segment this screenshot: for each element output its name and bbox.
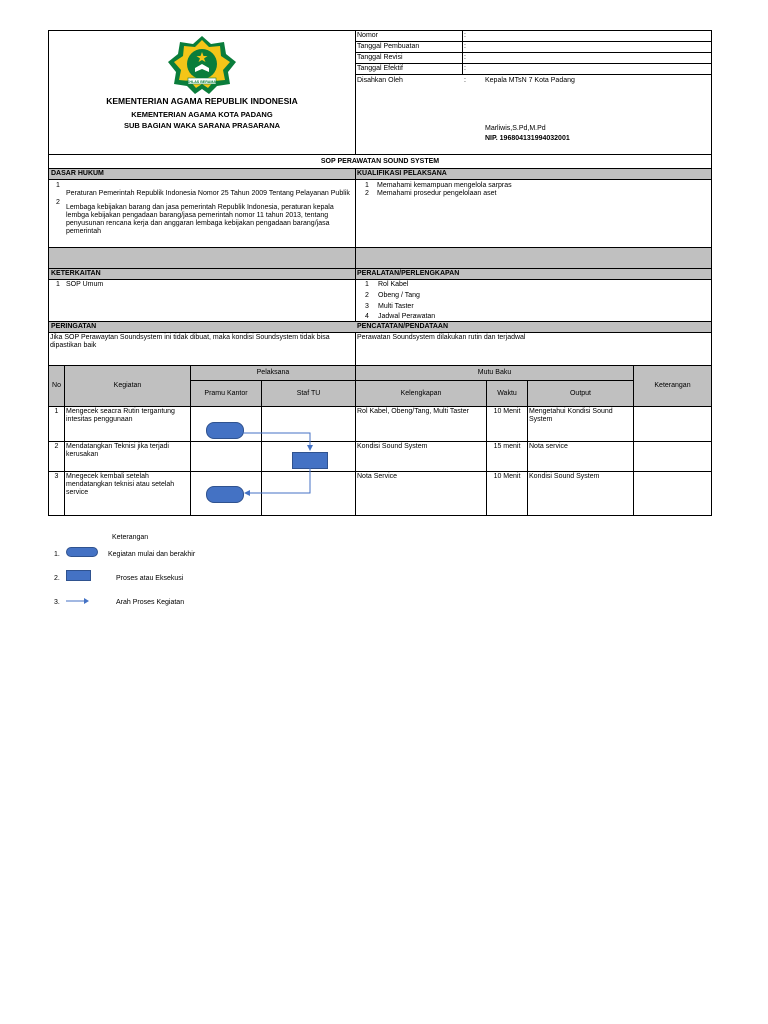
keterkaitan-heading: KETERKAITAN bbox=[51, 270, 101, 277]
header-line-3: SUB BAGIAN WAKA SARANA PRASARANA bbox=[123, 121, 281, 130]
legend-no: 1. bbox=[54, 551, 60, 558]
col-header-keterangan: Keterangan bbox=[654, 382, 691, 389]
col-header-pramu-kantor: Pramu Kantor bbox=[204, 390, 248, 397]
row-kegiatan: Mengecek seacra Rutin tergantung intesitas penggunaan bbox=[66, 408, 175, 423]
kualifikasi-text: Memahami prosedur pengelolaan aset bbox=[377, 190, 497, 197]
header-line-1: KEMENTERIAN AGAMA REPUBLIK INDONESIA bbox=[106, 96, 298, 106]
info-sep-tanggal-revisi: : bbox=[464, 54, 466, 61]
peralatan-text: Obeng / Tang bbox=[378, 292, 420, 299]
row-output: Mengetahui Kondisi Sound System bbox=[529, 408, 613, 423]
row-kelengkapan: Kondisi Sound System bbox=[357, 443, 428, 450]
sop-title: SOP PERAWATAN SOUND SYSTEM bbox=[320, 158, 440, 165]
pencatatan-heading: PENCATATAN/PENDATAAN bbox=[357, 323, 448, 330]
dasar-hukum-no: 2 bbox=[56, 199, 60, 206]
peringatan-text: Jika SOP Perawaytan Soundsystem ini tidak dibuat, maka kondisi Soundsystem tidak bisa dipastikan baik bbox=[50, 334, 330, 349]
info-sep-disahkan: : bbox=[464, 77, 466, 84]
legend-title: Keterangan bbox=[112, 534, 149, 541]
dasar-hukum-text: Peraturan Pemerintah Republik Indonesia Nomor 25 Tahun 2009 Tentang Pelayanan Publik bbox=[66, 190, 350, 197]
peralatan-text: Jadwal Perawatan bbox=[378, 313, 436, 320]
legend-no: 2. bbox=[54, 575, 60, 582]
col-header-output: Output bbox=[569, 390, 591, 397]
info-label-tanggal-pembuatan: Tanggal Pembuatan bbox=[357, 43, 420, 50]
row-output: Kondisi Sound System bbox=[529, 473, 600, 480]
kualifikasi-no: 2 bbox=[365, 190, 369, 197]
row-output: Nota service bbox=[529, 443, 568, 450]
dasar-hukum-no: 1 bbox=[56, 182, 60, 189]
info-value-disahkan: Kepala MTsN 7 Kota Padang bbox=[485, 77, 575, 84]
legend-arrow-icon bbox=[66, 597, 90, 605]
peralatan-text: Multi Taster bbox=[378, 303, 414, 310]
kualifikasi-heading: KUALIFIKASI PELAKSANA bbox=[357, 170, 447, 177]
col-header-kegiatan: Kegiatan bbox=[113, 382, 142, 389]
signer-name: Marliwis,S.Pd,M.Pd bbox=[485, 125, 546, 132]
row-no: 3 bbox=[54, 473, 59, 480]
legend-text: Arah Proses Kegiatan bbox=[116, 599, 185, 606]
peringatan-heading: PERINGATAN bbox=[51, 323, 97, 330]
header-line-2: KEMENTERIAN AGAMA KOTA PADANG bbox=[131, 110, 273, 119]
peralatan-no: 4 bbox=[365, 313, 369, 320]
col-header-pelaksana: Pelaksana bbox=[256, 369, 290, 376]
row-kelengkapan: Nota Service bbox=[357, 473, 398, 480]
peralatan-text: Rol Kabel bbox=[378, 281, 409, 288]
pencatatan-text: Perawatan Soundsystem dilakukan rutin dan terjadwal bbox=[357, 334, 526, 341]
keterkaitan-text: SOP Umum bbox=[66, 281, 104, 288]
row-no: 2 bbox=[54, 443, 59, 450]
kualifikasi-text: Memahami kemampuan mengelola sarpras bbox=[377, 182, 512, 189]
info-label-nomor: Nomor bbox=[357, 32, 379, 39]
peralatan-no: 1 bbox=[365, 281, 369, 288]
arrow-process-to-end bbox=[245, 468, 310, 493]
legend-text: Kegiatan mulai dan berakhir bbox=[108, 551, 196, 558]
row-waktu: 10 Menit bbox=[493, 473, 521, 480]
signer-nip: NIP. 196804131994032001 bbox=[485, 135, 570, 142]
dasar-hukum-heading: DASAR HUKUM bbox=[51, 170, 104, 177]
info-sep-nomor: : bbox=[464, 32, 466, 39]
info-label-tanggal-efektif: Tanggal Efektif bbox=[357, 65, 403, 72]
info-label-tanggal-revisi: Tanggal Revisi bbox=[357, 54, 403, 61]
peralatan-no: 2 bbox=[365, 292, 369, 299]
row-kegiatan: Mnegecek kembali setelah mendatangkan teknisi atau setelah service bbox=[66, 473, 175, 496]
info-sep-tanggal-pembuatan: : bbox=[464, 43, 466, 50]
legend-text: Proses atau Eksekusi bbox=[116, 575, 184, 582]
row-waktu: 15 menit bbox=[493, 443, 521, 450]
info-sep-tanggal-efektif: : bbox=[464, 65, 466, 72]
legend-process-shape bbox=[66, 570, 91, 581]
dasar-hukum-text: Lembaga kebijakan barang dan jasa pemerintah Republik Indonesia, peraturan kepala lembga kebijakan pengadaan barang/jasa pemerintah nomor 11 tahun 2013, tentang penyusunan rencana kerja dan anggaran lembaga kebijakan pengadaan barang/jasa pemerintah bbox=[66, 204, 334, 235]
logo-ribbon-text: IKHLAS BERAMAL bbox=[185, 79, 219, 84]
row-no: 1 bbox=[54, 408, 59, 415]
col-header-waktu: Waktu bbox=[497, 390, 517, 397]
legend-terminator-shape bbox=[66, 547, 98, 557]
col-header-mutu-baku: Mutu Baku bbox=[477, 369, 512, 376]
row-waktu: 10 Menit bbox=[493, 408, 521, 415]
peralatan-no: 3 bbox=[365, 303, 369, 310]
row-kegiatan: Mendatangkan Teknisi jika terjadi kerusakan bbox=[66, 443, 169, 458]
legend-no: 3. bbox=[54, 599, 60, 606]
row-kelengkapan: Rol Kabel, Obeng/Tang, Multi Taster bbox=[357, 408, 469, 415]
col-header-kelengkapan: Kelengkapan bbox=[400, 390, 442, 397]
col-header-no: No bbox=[52, 382, 61, 389]
kualifikasi-no: 1 bbox=[365, 182, 369, 189]
keterkaitan-no: 1 bbox=[56, 281, 60, 288]
info-label-disahkan: Disahkan Oleh bbox=[357, 77, 403, 84]
arrow-start-to-process bbox=[243, 433, 310, 450]
col-header-staf-tu: Staf TU bbox=[296, 390, 321, 397]
peralatan-heading: PERALATAN/PERLENGKAPAN bbox=[357, 270, 460, 277]
